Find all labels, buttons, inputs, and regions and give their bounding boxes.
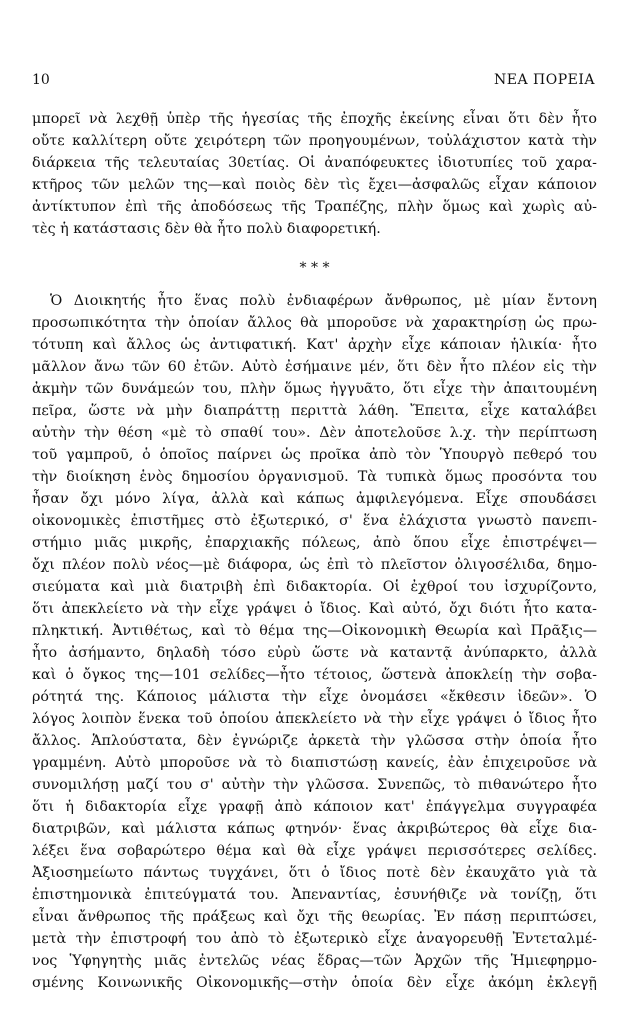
text-line: λόγος λοιπὸν ἕνεκα τοῦ ὁποίου ἀπεκλείετο νὰ τὴν εἶχε γράψει ὁ ἴδιος ἦτο <box>32 711 597 727</box>
text-line: κτῆρος τῶν μελῶν της—καὶ ποιὸς δὲν τὶς ἔχει—ἀσφαλῶς εἶχαν κάποιον <box>32 177 597 193</box>
text-line: οὔτε καλλίτερη οὔτε χειρότερη τῶν προηγουμένων, τοὐλάχιστον κατὰ τὴν <box>32 133 597 149</box>
text-line: τοῦ γαμπροῦ, ὁ ὁποῖος παίρνει ὡς προῖκα ἀπὸ τὸν Ὑπουργὸ πεθερό του <box>32 447 597 463</box>
text-line: προσωπικότητα τὴν ὁποίαν ἄλλος θὰ μποροῦσε νὰ χαρακτηρίσῃ ὡς πρω- <box>32 315 597 331</box>
text-line: ὅτι ἡ διδακτορία εἶχε γραφῇ ἀπὸ κάποιον κατ' ἐπάγγελμα συγγραφέα <box>32 799 597 815</box>
text-line: μπορεῖ νὰ λεχθῇ ὑπὲρ τῆς ἡγεσίας τῆς ἐποχῆς ἐκείνης εἶναι ὅτι δὲν ἦτο <box>32 111 597 127</box>
text-line: μᾶλλον ἄνω τῶν 60 ἐτῶν. Αὐτὸ ἐσήμαινε μέν, ὅτι δὲν ἦτο πλέον εἰς τὴν <box>32 359 597 375</box>
text-line: μετὰ τὴν ἐπιστροφή του ἀπὸ τὸ ἐξωτερικὸ εἶχε ἀναγορευθῇ Ἐντεταλμέ- <box>32 931 597 947</box>
text-line: καὶ ὁ ὄγκος της—101 σελίδες—ἦτο τέτοιος, ὥστενὰ ἀποκλείῃ τὴν σοβα- <box>32 667 597 683</box>
text-line: πληκτική. Ἀντιθέτως, καὶ τὸ θέμα της—Οἰκονομικὴ Θεωρία καὶ Πρᾶξις— <box>32 623 597 639</box>
running-title: ΝΕΑ ΠΟΡΕΙΑ <box>494 72 595 88</box>
text-line: τότυπη καὶ ἄλλος ὡς ἀντιφατική. Κατ' ἀρχὴν εἶχε κάποιαν ἡλικία· ἦτο <box>32 337 597 353</box>
section-separator: * * * <box>299 260 330 276</box>
text-line: ἀντίκτυπον ἐπὶ τῆς ἀποδόσεως τῆς Τραπέζης, πλὴν ὅμως καὶ χωρὶς αὐ- <box>32 199 597 215</box>
text-line: ρότητά της. Κάποιος μάλιστα τὴν εἶχε ὀνομάσει «ἔκθεσιν ἰδεῶν». Ὁ <box>32 689 597 705</box>
text-line: ἀκμὴν τῶν δυνάμεών του, πλὴν ὅμως ἠγγυᾶτο, ὅτι εἶχε τὴν ἀπαιτουμένη <box>32 381 597 397</box>
text-line: νος Ὑφηγητὴς μιᾶς ἐντελῶς νέας ἕδρας—τῶν Ἀρχῶν τῆς Ἡμιεφηρμο- <box>32 953 597 969</box>
text-line: ἐπιστημονικὰ ἐπιτεύγματά του. Ἀπεναντίας, ἐσυνήθιζε νὰ τονίζῃ, ὅτι <box>32 887 597 903</box>
page-number: 10 <box>32 72 50 88</box>
text-line: στήμιο μιᾶς μικρῆς, ἐπαρχιακῆς πόλεως, ἀπὸ ὅπου εἶχε ἐπιστρέψει— <box>32 535 597 551</box>
text-line: σιεύματα καὶ μιὰ διατριβὴ ἐπὶ διδακτορία. Οἱ ἐχθροί του ἰσχυρίζοντο, <box>32 579 597 595</box>
text-line: ὄχι πλέον πολὺ νέος—μὲ διάφορα, ὡς ἐπὶ τὸ πλεῖστον ὀλιγοσέλιδα, δημο- <box>32 557 597 573</box>
text-line: τὴν διοίκηση ἑνὸς δημοσίου ὀργανισμοῦ. Τὰ τυπικὰ ὅμως προσόντα του <box>32 469 597 485</box>
text-line: ὅτι ἀπεκλείετο νὰ τὴν εἶχε γράψει ὁ ἴδιος. Καὶ αὐτό, ὄχι διότι ἦτο κατα- <box>32 601 597 617</box>
paragraph-1 <box>32 108 597 240</box>
text-line: εἶναι ἄνθρωπος τῆς πράξεως καὶ ὄχι τῆς θεωρίας. Ἐν πάσῃ περιπτώσει, <box>32 909 597 925</box>
text-line: οἰκονομικὲς ἐπιστῆμες στὸ ἐξωτερικό, σ' ἕνα ἐλάχιστα γνωστὸ πανεπι- <box>32 513 597 529</box>
text-line: τὲς ἡ κατάστασις δὲν θὰ ἦτο πολὺ διαφορετική. <box>32 221 381 237</box>
page-header <box>32 72 595 94</box>
text-line: ἦσαν ὄχι μόνο λίγα, ἀλλὰ καὶ κάπως ἀμφιλεγόμενα. Εἶχε σπουδάσει <box>32 491 597 507</box>
text-line: διάρκεια τῆς τελευταίας 30ετίας. Οἱ ἀναπόφευκτες ἰδιοτυπίες τοῦ χαρα- <box>32 155 597 171</box>
text-line: πεῖρα, ὥστε νὰ μὴν διαπράττῃ περιττὰ λάθη. Ἔπειτα, εἶχε καταλάβει <box>32 403 597 419</box>
text-line: γραμμένη. Αὐτὸ μποροῦσε νὰ τὸ διαπιστώσῃ κανείς, ἐὰν ἐπιχειροῦσε νὰ <box>32 755 597 771</box>
text-line: Ἀξιοσημείωτο πάντως τυγχάνει, ὅτι ὁ ἴδιος ποτὲ δὲν ἐκαυχᾶτο γιὰ τὰ <box>32 865 597 881</box>
text-line: σμένης Κοινωνικῆς Οἰκονομικῆς—στὴν ὁποία δὲν εἶχε ἀκόμη ἐκλεγῇ <box>32 975 597 991</box>
text-line: Ὁ Διοικητής ἦτο ἕνας πολὺ ἐνδιαφέρων ἄνθρωπος, μὲ μίαν ἔντονη <box>50 293 597 309</box>
text-line: συνομιλήσῃ μαζί του σ' αὐτὴν τὴν γλῶσσα. Συνεπῶς, τὸ πιθανώτερο ἦτο <box>32 777 597 793</box>
text-line: ἦτο ἀσήμαντο, δηλαδὴ τόσο εὐρὺ ὥστε νὰ καταντᾷ ἀνύπαρκτο, ἀλλὰ <box>32 645 597 661</box>
text-line: διατριβῶν, καὶ μάλιστα κάπως φτηνόν· ἕνας ἀκριβώτερος θὰ εἶχε δια- <box>32 821 597 837</box>
text-line: ἄλλος. Ἁπλούστατα, δὲν ἐγνώριζε ἀρκετὰ τὴν γλῶσσα στὴν ὁποία ἦτο <box>32 733 597 749</box>
paragraph-2 <box>32 290 597 994</box>
text-line: λέξει ἕνα σοβαρώτερο θέμα καὶ θὰ εἶχε γράψει περισσότερες σελίδες. <box>32 843 597 859</box>
text-line: αὐτὴν τὴν θέση «μὲ τὸ σπαθί του». Δὲν ἀποτελοῦσε λ.χ. τὴν περίπτωση <box>32 425 597 441</box>
